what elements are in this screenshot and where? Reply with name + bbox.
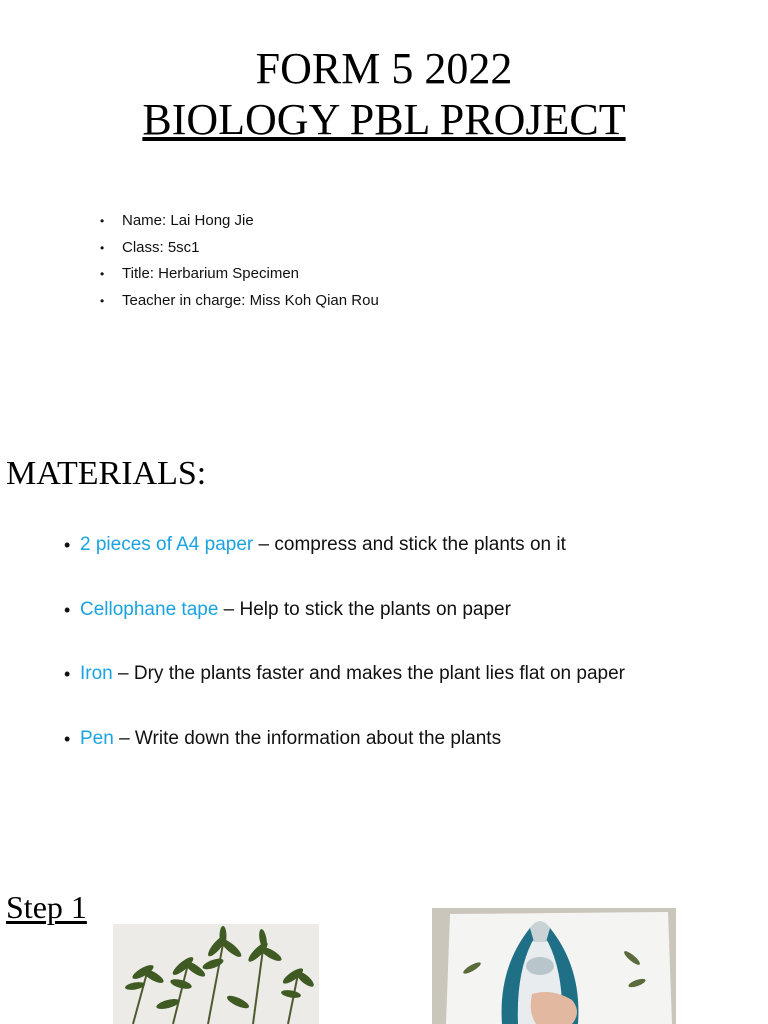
title-block	[0, 44, 768, 146]
material-desc: – Help to stick the plants on paper	[218, 598, 511, 620]
material-item	[64, 724, 625, 789]
material-name: 2 pieces of A4 paper	[80, 534, 254, 555]
step-heading: Step 1	[6, 889, 87, 925]
student-info-list	[100, 208, 379, 314]
materials-list	[64, 530, 625, 788]
iron-illustration	[432, 908, 676, 1024]
plant-sprigs-illustration	[113, 924, 319, 1024]
info-teacher: • Teacher in charge: Miss Koh Qian Rou	[100, 288, 379, 315]
plant-sprigs-photo	[113, 924, 319, 1024]
material-name: Cellophane tape	[80, 598, 219, 620]
info-class: • Class: 5sc1	[100, 235, 379, 262]
materials-heading: MATERIALS:	[6, 455, 207, 492]
page-title: FORM 5 2022	[255, 44, 513, 93]
page-subtitle: BIOLOGY PBL PROJECT	[142, 95, 626, 144]
material-name: Pen	[80, 727, 114, 749]
material-item	[64, 595, 625, 660]
info-name: • Name: Lai Hong Jie	[100, 208, 379, 235]
material-desc: – Write down the information about the plants	[113, 727, 502, 749]
material-name: Iron	[80, 663, 113, 684]
iron-on-paper-photo	[432, 908, 676, 1024]
material-desc: – compress and stick the plants on it	[253, 534, 566, 555]
info-title: • Title: Herbarium Specimen	[100, 261, 379, 288]
material-item	[64, 659, 625, 724]
material-desc: – Dry the plants faster and makes the plant lies flat on paper	[112, 663, 625, 684]
material-item	[64, 530, 625, 595]
